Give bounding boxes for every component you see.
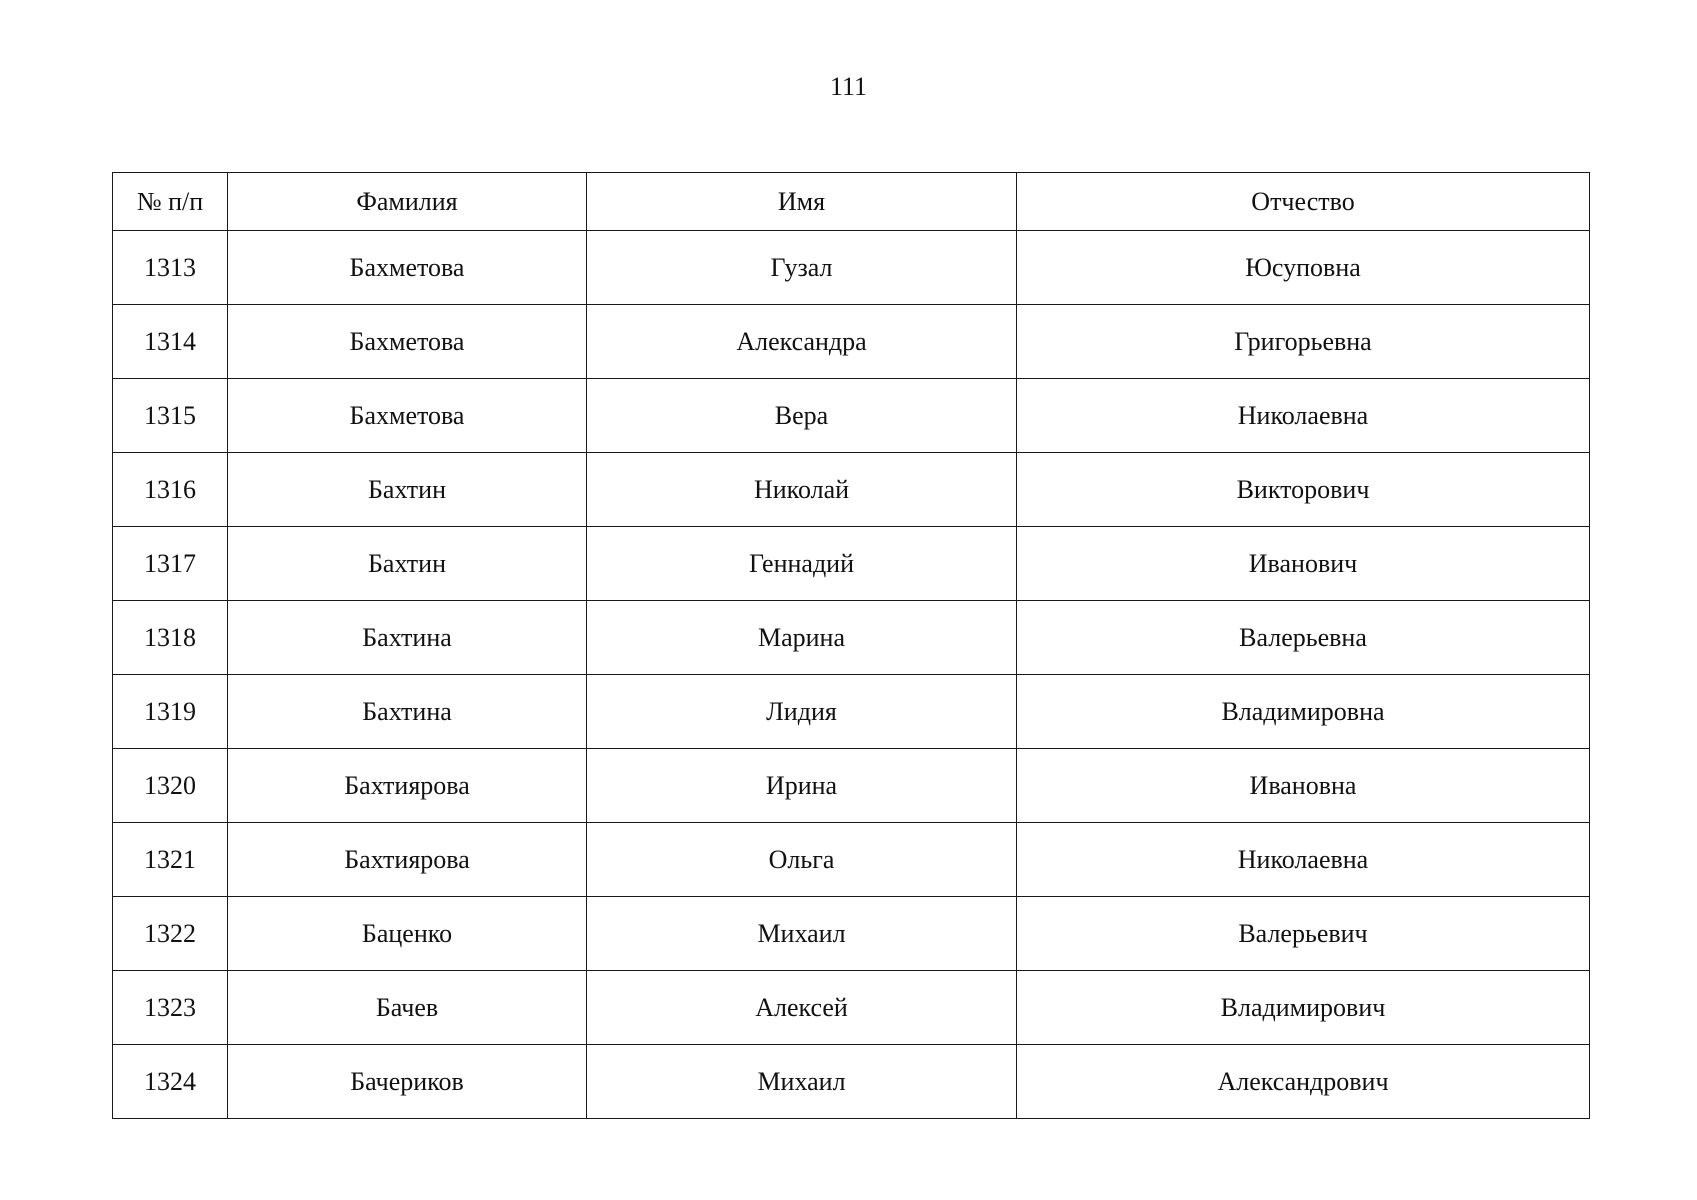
table-row [113, 453, 1590, 527]
cell-number: 1315 [113, 379, 228, 453]
table-row [113, 749, 1590, 823]
cell-first-name: Ирина [587, 749, 1017, 823]
cell-last-name: Бахтиярова [228, 749, 587, 823]
cell-last-name: Бахтина [228, 601, 587, 675]
cell-last-name: Баценко [228, 897, 587, 971]
page-number: 111 [829, 72, 868, 101]
cell-first-name: Ольга [587, 823, 1017, 897]
cell-patronymic: Валерьевич [1017, 897, 1590, 971]
cell-first-name: Николай [587, 453, 1017, 527]
cell-patronymic: Николаевна [1017, 823, 1590, 897]
header-last-name: Фамилия [228, 173, 587, 231]
cell-last-name: Бахтиярова [228, 823, 587, 897]
cell-patronymic: Иванович [1017, 527, 1590, 601]
cell-first-name: Гузал [587, 231, 1017, 305]
table-row [113, 823, 1590, 897]
table-row [113, 231, 1590, 305]
cell-first-name: Марина [587, 601, 1017, 675]
cell-first-name: Александра [587, 305, 1017, 379]
table-row [113, 1045, 1590, 1119]
cell-first-name: Алексей [587, 971, 1017, 1045]
cell-number: 1319 [113, 675, 228, 749]
cell-patronymic: Викторович [1017, 453, 1590, 527]
cell-last-name: Бахметова [228, 231, 587, 305]
cell-number: 1321 [113, 823, 228, 897]
cell-patronymic: Григорьевна [1017, 305, 1590, 379]
table-row [113, 897, 1590, 971]
table-row [113, 379, 1590, 453]
cell-patronymic: Валерьевна [1017, 601, 1590, 675]
cell-number: 1316 [113, 453, 228, 527]
header-patronymic: Отчество [1017, 173, 1590, 231]
cell-first-name: Лидия [587, 675, 1017, 749]
cell-number: 1318 [113, 601, 228, 675]
cell-number: 1317 [113, 527, 228, 601]
cell-patronymic: Юсуповна [1017, 231, 1590, 305]
cell-last-name: Бачериков [228, 1045, 587, 1119]
cell-last-name: Бахтина [228, 675, 587, 749]
cell-patronymic: Николаевна [1017, 379, 1590, 453]
table-row [113, 601, 1590, 675]
cell-last-name: Бахметова [228, 305, 587, 379]
cell-first-name: Геннадий [587, 527, 1017, 601]
roster-table [112, 172, 1590, 1119]
cell-last-name: Бахтин [228, 453, 587, 527]
header-number: № п/п [113, 173, 228, 231]
cell-patronymic: Александрович [1017, 1045, 1590, 1119]
cell-number: 1320 [113, 749, 228, 823]
table-row [113, 971, 1590, 1045]
header-first-name: Имя [587, 173, 1017, 231]
cell-number: 1322 [113, 897, 228, 971]
cell-last-name: Бахметова [228, 379, 587, 453]
cell-patronymic: Владимировна [1017, 675, 1590, 749]
table-row [113, 305, 1590, 379]
cell-first-name: Вера [587, 379, 1017, 453]
table-header-row [113, 173, 1590, 231]
cell-first-name: Михаил [587, 897, 1017, 971]
table-row [113, 527, 1590, 601]
cell-last-name: Бахтин [228, 527, 587, 601]
cell-number: 1313 [113, 231, 228, 305]
cell-last-name: Бачев [228, 971, 587, 1045]
table-row [113, 675, 1590, 749]
cell-number: 1324 [113, 1045, 228, 1119]
cell-first-name: Михаил [587, 1045, 1017, 1119]
cell-number: 1314 [113, 305, 228, 379]
cell-number: 1323 [113, 971, 228, 1045]
cell-patronymic: Ивановна [1017, 749, 1590, 823]
cell-patronymic: Владимирович [1017, 971, 1590, 1045]
